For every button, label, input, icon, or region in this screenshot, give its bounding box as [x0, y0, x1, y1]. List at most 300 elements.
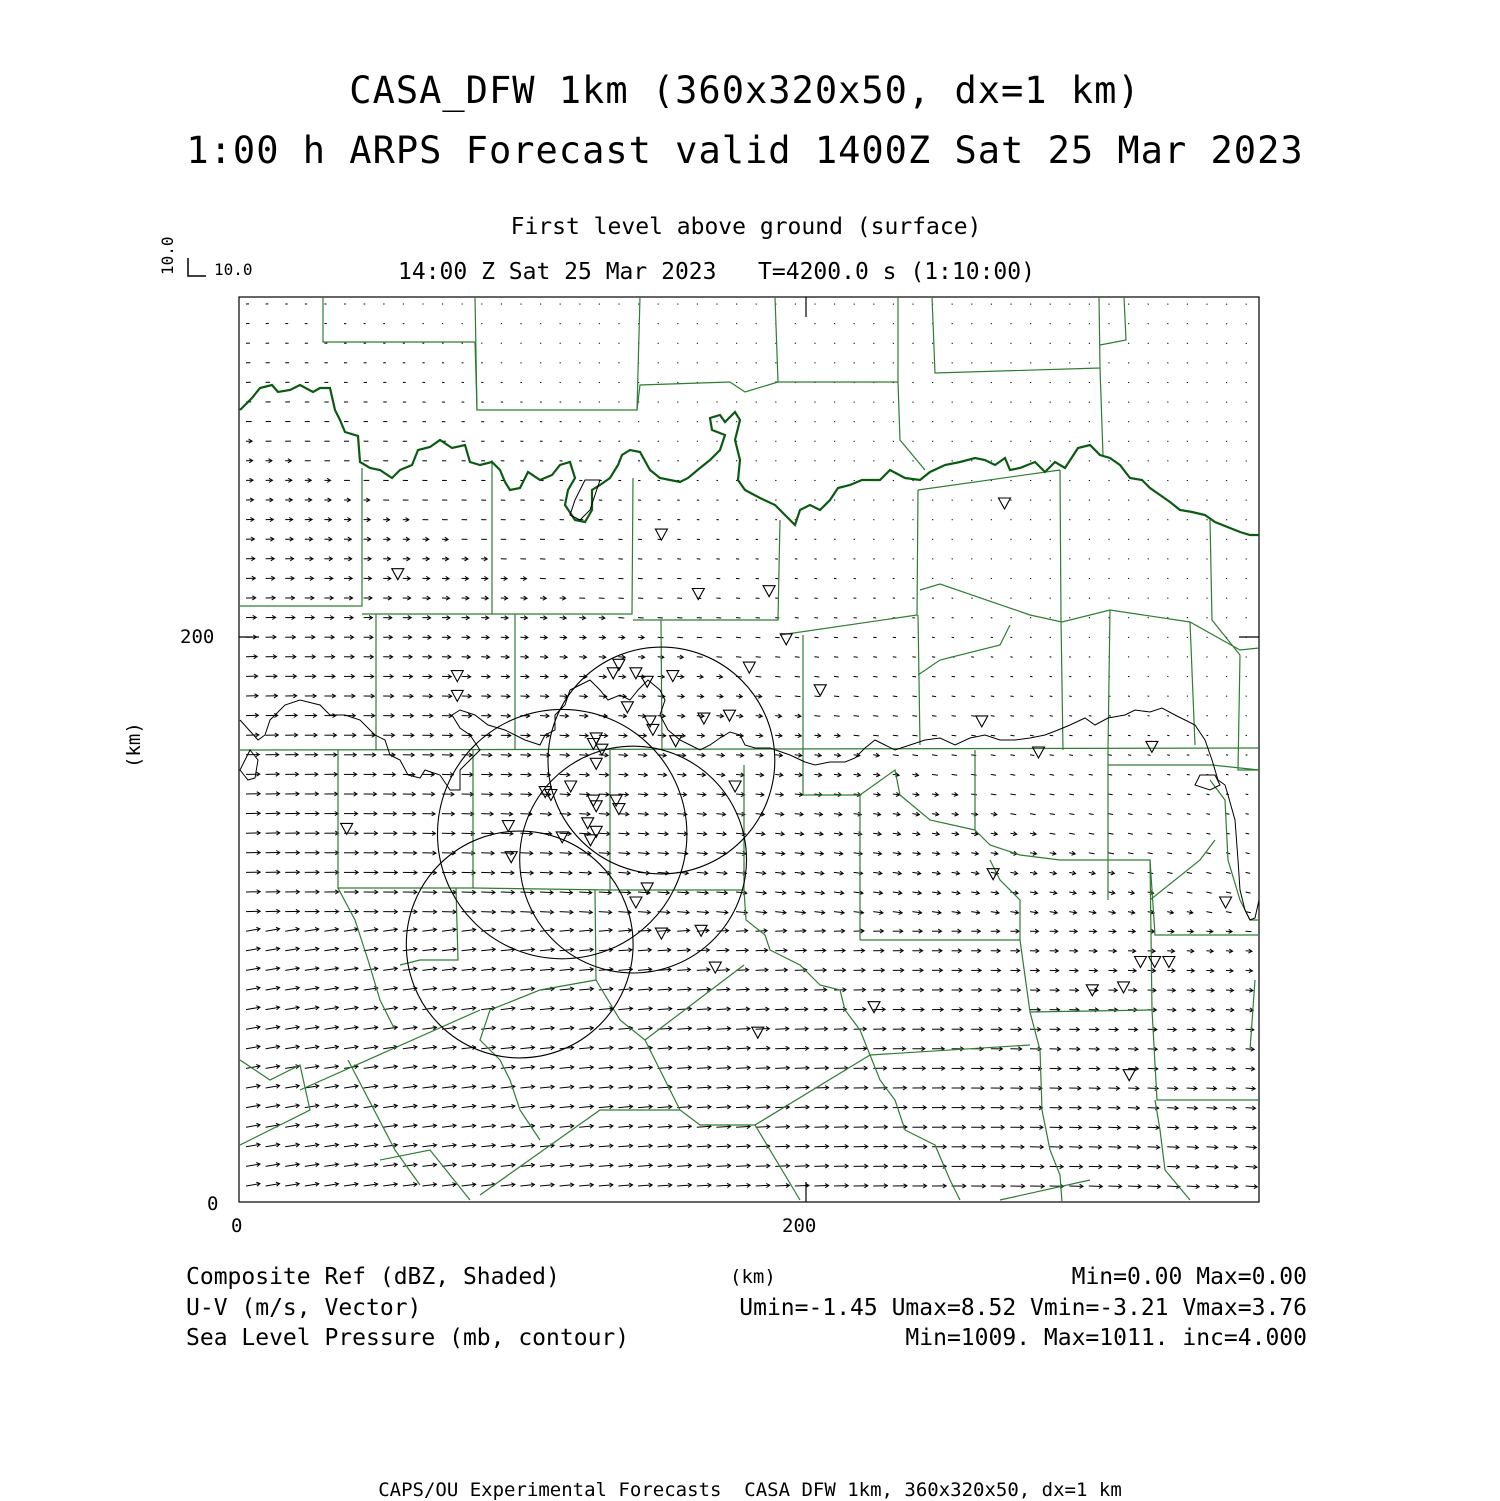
wind-vector	[716, 1166, 730, 1167]
wind-vector	[658, 1048, 672, 1049]
wind-vector	[912, 696, 916, 697]
station-marker-icon	[392, 569, 404, 580]
wind-vector	[1030, 716, 1033, 717]
station-marker-icon	[976, 716, 988, 727]
wind-vector	[560, 892, 573, 893]
wind-vector	[795, 1146, 809, 1147]
wind-vector	[1187, 892, 1193, 893]
x-tick-0: 0	[231, 1217, 242, 1236]
legend-composite-ref-stats: Min=0.00 Max=0.00	[800, 1264, 1307, 1290]
wind-vector	[1187, 833, 1191, 834]
wind-vector	[756, 1009, 769, 1010]
wind-vector	[952, 755, 957, 756]
wind-vector	[971, 794, 977, 795]
station-marker-icon	[814, 685, 826, 696]
legend-pressure-stats: Min=1009. Max=1011. inc=4.000	[800, 1325, 1307, 1351]
wind-vector	[775, 1127, 789, 1128]
wind-vector	[775, 1009, 788, 1010]
wind-vector	[481, 872, 494, 873]
wind-vector	[697, 1185, 711, 1186]
wind-vector	[697, 1048, 711, 1049]
wind-vector	[540, 814, 551, 815]
wind-vector	[795, 1068, 809, 1069]
wind-vector	[814, 1127, 828, 1128]
wind-vector	[893, 676, 897, 677]
wind-vector	[677, 970, 690, 971]
wind-vector	[677, 1185, 691, 1186]
wind-vector	[814, 637, 818, 638]
wind-vector	[952, 774, 958, 775]
wind-vector	[893, 696, 898, 697]
wind-vector	[1010, 814, 1016, 815]
wind-vector	[697, 950, 710, 951]
wind-vector	[1128, 833, 1133, 834]
wind-vector	[736, 1146, 750, 1147]
wind-vector	[932, 755, 937, 756]
wind-vector	[560, 872, 572, 873]
wind-vector	[1187, 755, 1190, 756]
station-marker-icon	[647, 724, 659, 735]
wind-vector	[1226, 814, 1229, 815]
wind-vector	[814, 676, 819, 677]
wind-vector	[1108, 735, 1111, 736]
wind-vector	[1187, 1186, 1199, 1187]
wind-vector	[1128, 794, 1132, 795]
wind-vector	[1148, 833, 1153, 834]
wind-vector	[1010, 676, 1013, 677]
station-marker-icon	[1118, 982, 1130, 993]
station-marker-icon	[607, 668, 619, 679]
wind-vector	[1069, 833, 1075, 834]
station-marker-icon	[667, 671, 679, 682]
wind-vector-field	[246, 304, 1257, 1189]
wind-vector	[736, 1107, 750, 1108]
wind-vector	[1108, 1186, 1121, 1187]
wind-vector	[1206, 814, 1210, 815]
wind-vector	[1206, 853, 1211, 854]
wind-vector	[716, 1087, 730, 1088]
wind-vector	[1148, 735, 1151, 736]
wind-vector	[814, 1107, 828, 1108]
wind-vector	[775, 696, 781, 697]
wind-vector	[716, 989, 729, 990]
wind-vector	[775, 1185, 789, 1186]
wind-vector	[716, 657, 722, 658]
wind-vector	[1128, 1108, 1139, 1109]
wind-vector	[736, 1009, 750, 1010]
wind-vector	[1089, 735, 1092, 736]
wind-vector	[1246, 774, 1248, 775]
wind-vector	[1167, 1166, 1179, 1167]
wind-vector	[854, 637, 858, 638]
wind-vector	[932, 735, 937, 736]
wind-vector	[1128, 1166, 1141, 1167]
wind-vector	[736, 1068, 750, 1069]
wind-vector	[579, 892, 592, 893]
wind-vector	[697, 970, 710, 971]
wind-vector	[697, 1087, 711, 1088]
wind-vector	[1030, 814, 1036, 815]
wind-vector	[775, 950, 787, 951]
wind-vector	[1187, 794, 1190, 795]
wind-vector	[1128, 1127, 1140, 1128]
level-label: First level above ground (surface)	[0, 216, 1492, 239]
wind-vector	[932, 716, 937, 717]
wind-vector	[1167, 892, 1173, 893]
wind-vector	[775, 1146, 789, 1147]
wind-vector	[834, 637, 838, 638]
wind-vector	[775, 1166, 789, 1167]
wind-vector	[736, 950, 748, 951]
wind-vector	[1148, 1108, 1159, 1109]
wind-vector	[658, 1009, 672, 1010]
wind-vector	[697, 1107, 711, 1108]
wind-vector	[1187, 1166, 1199, 1167]
wind-vector	[1108, 755, 1111, 756]
wind-vector	[1108, 1127, 1120, 1128]
station-marker-icon	[698, 713, 710, 724]
station-marker-icon	[1149, 957, 1161, 968]
wind-vector	[481, 892, 495, 893]
wind-vector	[1128, 1186, 1141, 1187]
wind-vector	[716, 1185, 730, 1186]
wind-vector	[1030, 755, 1034, 756]
wind-vector	[775, 1048, 789, 1049]
wind-vector	[854, 735, 860, 736]
wind-vector	[971, 774, 976, 775]
wind-vector	[756, 1048, 770, 1049]
wind-vector	[1030, 774, 1035, 775]
wind-vector	[1030, 794, 1035, 795]
wind-vector	[1187, 872, 1192, 873]
wind-vector	[736, 657, 741, 658]
wind-vector	[756, 676, 762, 677]
wind-vector	[991, 676, 994, 677]
wind-vector	[1069, 735, 1072, 736]
wind-vector	[971, 735, 976, 736]
wind-vector	[1128, 774, 1132, 775]
station-marker-icon	[999, 498, 1011, 509]
wind-vector	[716, 1028, 730, 1029]
wind-vector	[697, 1028, 711, 1029]
wind-vector	[579, 912, 592, 913]
wind-vector	[1167, 1147, 1179, 1148]
wind-vector	[756, 657, 761, 658]
station-marker-icon	[621, 702, 633, 713]
wind-vector	[501, 814, 513, 815]
wind-vector	[756, 931, 768, 932]
wind-vector	[1128, 853, 1133, 854]
wind-vector	[795, 1127, 809, 1128]
wind-vector	[697, 1126, 711, 1127]
wind-vector	[677, 1067, 691, 1068]
wind-vector	[1010, 794, 1015, 795]
wind-vector	[912, 716, 917, 717]
wind-vector	[991, 696, 994, 697]
wind-vector	[1167, 872, 1172, 873]
wind-vector	[814, 716, 820, 717]
station-marker-icon	[763, 586, 775, 597]
wind-vector	[991, 735, 995, 736]
wind-vector	[677, 1087, 691, 1088]
wind-vector	[716, 637, 721, 638]
wind-vector	[540, 872, 553, 873]
wind-vector	[912, 657, 915, 658]
station-marker-icon	[1135, 957, 1147, 968]
wind-vector	[658, 1185, 672, 1186]
wind-vector	[599, 912, 612, 913]
wind-vector	[1089, 716, 1092, 717]
wind-vector	[560, 912, 573, 913]
wind-vector	[1089, 774, 1093, 775]
wind-vector	[873, 676, 877, 677]
wind-vector	[1050, 735, 1054, 736]
wind-vector	[795, 990, 807, 991]
wind-vector	[1148, 1186, 1161, 1187]
wind-vector	[795, 1185, 809, 1186]
y-tick-200: 200	[180, 628, 214, 647]
wind-vector	[756, 1166, 770, 1167]
wind-vector	[834, 676, 839, 677]
wind-vector	[579, 872, 591, 873]
wind-vector	[1089, 833, 1094, 834]
wind-vector	[501, 892, 515, 893]
wind-vector	[1206, 912, 1212, 913]
wind-vector	[1167, 853, 1172, 854]
wind-vector	[697, 1146, 711, 1147]
station-marker-icon	[868, 1002, 880, 1013]
station-marker-icon	[644, 716, 656, 727]
wind-vector	[716, 931, 728, 932]
wind-vector	[1108, 774, 1112, 775]
wind-vector	[1089, 853, 1095, 854]
wind-vector	[795, 1029, 808, 1030]
wind-vector	[677, 637, 683, 638]
wind-vector	[775, 637, 780, 638]
wind-vector	[658, 1146, 672, 1147]
station-marker-icon	[780, 634, 792, 645]
reference-vector-u-label: 10.0	[214, 262, 253, 278]
wind-vector	[814, 657, 819, 658]
wind-vector	[1128, 755, 1131, 756]
wind-vector	[854, 676, 859, 677]
wind-vector	[1206, 755, 1208, 756]
wind-vector	[795, 1166, 809, 1167]
wind-vector	[971, 716, 975, 717]
station-marker-icon	[743, 662, 755, 673]
station-marker-icon	[451, 690, 463, 701]
wind-vector	[756, 989, 769, 990]
wind-vector	[1148, 1127, 1160, 1128]
wind-vector	[1050, 833, 1056, 834]
wind-vector	[1069, 794, 1074, 795]
wind-vector	[677, 989, 691, 990]
wind-vector	[854, 716, 859, 717]
wind-vector	[1128, 1088, 1139, 1089]
station-marker-icon	[502, 821, 514, 832]
wind-vector	[795, 1107, 809, 1108]
wind-vector	[658, 1087, 672, 1088]
wind-vector	[716, 1107, 730, 1108]
wind-vector	[834, 696, 839, 697]
station-marker-icon	[590, 758, 602, 769]
wind-vector	[991, 716, 995, 717]
wind-vector	[501, 912, 515, 913]
wind-vector	[1128, 1147, 1140, 1148]
legend-vector-stats: Umin=-1.45 Umax=8.52 Vmin=-3.21 Vmax=3.76	[600, 1295, 1307, 1321]
wind-vector	[1206, 892, 1211, 893]
wind-vector	[795, 696, 801, 697]
footer-credit: CAPS/OU Experimental Forecasts CASA DFW 1km, 360x320x50, dx=1 km	[0, 1481, 1500, 1500]
wind-vector	[1128, 814, 1133, 815]
wind-vector	[932, 774, 938, 775]
wind-vector	[1246, 872, 1251, 873]
wind-vector	[991, 794, 997, 795]
wind-vector	[716, 1126, 730, 1127]
station-marker-icon	[1146, 741, 1158, 752]
x-tick-200: 200	[782, 1217, 816, 1236]
wind-vector	[677, 1028, 691, 1029]
wind-vector	[814, 696, 819, 697]
wind-vector	[1167, 794, 1171, 795]
wind-vector	[1010, 716, 1014, 717]
wind-vector	[1148, 1147, 1160, 1148]
wind-vector	[501, 833, 513, 834]
wind-vector	[1108, 814, 1113, 815]
wind-vector	[1089, 794, 1094, 795]
wind-vector	[814, 1166, 828, 1167]
wind-vector	[520, 853, 532, 854]
wind-vector	[795, 676, 800, 677]
wind-vector	[599, 892, 611, 893]
wind-vector	[1108, 853, 1114, 854]
wind-vector	[736, 1126, 750, 1127]
wind-vector	[873, 735, 879, 736]
wind-vector	[1167, 814, 1171, 815]
station-marker-icon	[670, 736, 682, 747]
wind-vector	[814, 1068, 828, 1069]
wind-vector	[795, 1048, 809, 1049]
wind-vector	[893, 735, 898, 736]
wind-vector	[1108, 1147, 1120, 1148]
station-marker-icon	[585, 835, 597, 846]
wind-vector	[1148, 755, 1151, 756]
wind-vector	[716, 1068, 730, 1069]
wind-vector	[952, 716, 956, 717]
wind-vector	[1246, 853, 1250, 854]
wind-vector	[1206, 833, 1210, 834]
wind-vector	[697, 637, 702, 638]
wind-vector	[1050, 716, 1053, 717]
title-line-2: 1:00 h ARPS Forecast valid 1400Z Sat 25 Mar 2023	[0, 132, 1490, 169]
wind-vector	[873, 696, 878, 697]
state-border	[240, 385, 1259, 535]
station-marker-icon	[451, 671, 463, 682]
y-axis-unit: (km)	[125, 722, 144, 768]
wind-vector	[1108, 833, 1113, 834]
station-marker-icon	[709, 962, 721, 973]
wind-vector	[775, 676, 780, 677]
wind-vector	[795, 657, 800, 658]
wind-vector	[1167, 774, 1170, 775]
wind-vector	[775, 970, 787, 971]
station-marker-icon	[565, 781, 577, 792]
wind-vector	[1128, 872, 1134, 873]
wind-vector	[873, 657, 877, 658]
wind-vector	[1030, 696, 1033, 697]
wind-vector	[1148, 814, 1152, 815]
wind-vector	[1108, 794, 1112, 795]
radar-range-rings	[406, 647, 774, 1058]
station-markers	[341, 498, 1232, 1081]
wind-vector	[677, 1146, 691, 1147]
wind-vector	[1148, 853, 1153, 854]
wind-vector	[1206, 872, 1211, 873]
wind-vector	[756, 1185, 770, 1186]
station-marker-icon	[729, 781, 741, 792]
wind-vector	[952, 735, 957, 736]
wind-vector	[932, 696, 936, 697]
wind-vector	[952, 676, 955, 677]
wind-vector	[1069, 696, 1072, 697]
wind-vector	[756, 1087, 770, 1088]
wind-vector	[520, 794, 531, 795]
wind-vector	[1128, 735, 1131, 736]
county-boundaries	[240, 297, 1259, 1202]
wind-vector	[932, 657, 935, 658]
wind-vector	[873, 716, 878, 717]
wind-vector	[1050, 794, 1055, 795]
wind-vector	[775, 657, 780, 658]
wind-vector	[736, 1029, 750, 1030]
wind-vector	[775, 1068, 789, 1069]
title-line-1: CASA_DFW 1km (360x320x50, dx=1 km)	[0, 72, 1490, 109]
wind-vector	[677, 1165, 691, 1166]
reference-vector-v-label: 10.0	[160, 236, 176, 275]
wind-vector	[991, 774, 996, 775]
wind-vector	[1050, 696, 1053, 697]
wind-vector	[658, 989, 672, 990]
wind-vector	[1030, 735, 1034, 736]
wind-vector	[756, 970, 768, 971]
wind-vector	[540, 853, 552, 854]
wind-vector	[795, 1009, 808, 1010]
wind-vector	[1187, 774, 1190, 775]
station-marker-icon	[655, 529, 667, 540]
wind-vector	[795, 637, 799, 638]
station-marker-icon	[1163, 957, 1175, 968]
wind-vector	[775, 931, 786, 932]
wind-vector	[540, 912, 554, 913]
wind-vector	[716, 1048, 730, 1049]
wind-vector	[1226, 912, 1232, 913]
station-marker-icon	[630, 897, 642, 908]
wind-vector	[697, 1166, 711, 1167]
wind-vector	[736, 1185, 750, 1186]
wind-vector	[1246, 833, 1250, 834]
wind-vector	[893, 657, 897, 658]
wind-vector	[912, 755, 918, 756]
wind-vector	[834, 716, 840, 717]
wind-vector	[1187, 853, 1192, 854]
wind-vector	[1069, 716, 1072, 717]
wind-vector	[1050, 755, 1054, 756]
wind-vector	[1010, 774, 1015, 775]
wind-vector	[520, 872, 533, 873]
wind-vector	[560, 833, 572, 834]
wind-vector	[893, 716, 898, 717]
wind-vector	[775, 1087, 789, 1088]
